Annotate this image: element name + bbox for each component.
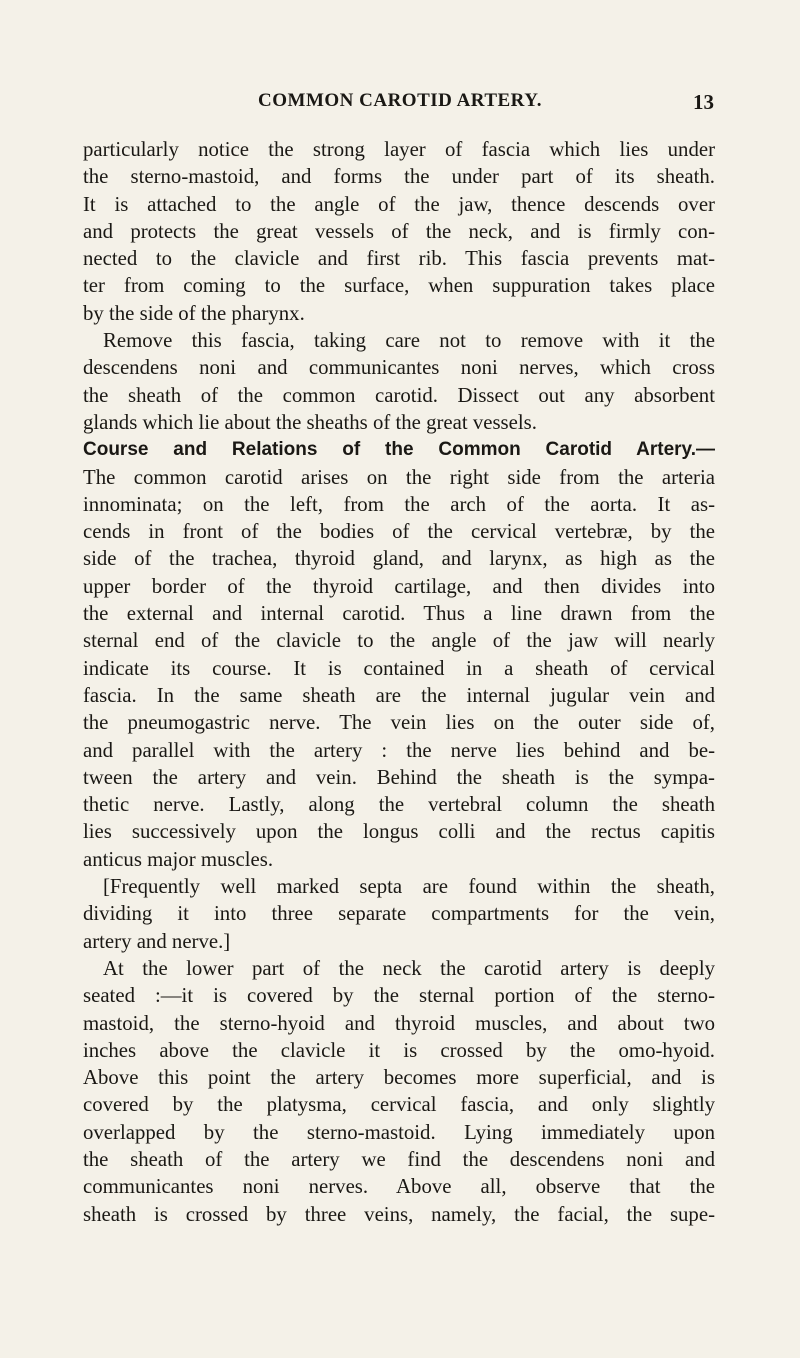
text-line: by the side of the pharynx. <box>83 301 305 325</box>
text-line: thetic nerve. Lastly, along the vertebral column the sheath <box>83 793 715 817</box>
text-line: and parallel with the artery : the nerve lies behind and be- <box>83 738 715 762</box>
text-line: inches above the clavicle it is crossed by the omo-hyoid. <box>83 1038 715 1062</box>
text-line: sternal end of the clavicle to the angle of the jaw will nearly <box>83 629 715 653</box>
running-head-title: COMMON CAROTID ARTERY. <box>258 90 542 111</box>
text-line: Remove this fascia, taking care not to remove with it the <box>103 329 715 353</box>
running-head <box>86 90 714 116</box>
text-line: At the lower part of the neck the carotid artery is deeply <box>103 956 715 980</box>
text-line: nected to the clavicle and first rib. This fascia prevents mat- <box>83 247 715 271</box>
text-line: the external and internal carotid. Thus a line drawn from the <box>83 602 715 626</box>
text-line: anticus major muscles. <box>83 847 274 871</box>
body-text <box>83 136 715 1228</box>
text-line: upper border of the thyroid cartilage, and then divides into <box>83 574 715 598</box>
text-line: ter from coming to the surface, when suppuration takes place <box>83 274 715 298</box>
text-line: and protects the great vessels of the neck, and is firmly con- <box>83 219 715 243</box>
text-line: artery and nerve.] <box>83 929 231 953</box>
text-line: the sheath of the common carotid. Dissect out any absorbent <box>83 383 715 407</box>
text-line: Above this point the artery becomes more superficial, and is <box>83 1066 715 1090</box>
text-line: tween the artery and vein. Behind the sheath is the sympa- <box>83 765 715 789</box>
text-line: mastoid, the sterno-hyoid and thyroid muscles, and about two <box>83 1011 715 1035</box>
text-line: dividing it into three separate compartments for the vein, <box>83 902 715 926</box>
text-line: lies successively upon the longus colli and the rectus capitis <box>83 820 715 844</box>
text-line: It is attached to the angle of the jaw, thence descends over <box>83 192 715 216</box>
text-line: seated :—it is covered by the sternal portion of the sterno- <box>83 984 715 1008</box>
text-line: the sterno-mastoid, and forms the under part of its sheath. <box>83 165 715 189</box>
text-line: the pneumogastric nerve. The vein lies on the outer side of, <box>83 711 715 735</box>
text-line: The common carotid arises on the right side from the arteria <box>83 465 715 489</box>
text-line: cends in front of the bodies of the cervical vertebræ, by the <box>83 520 715 544</box>
text-line: side of the trachea, thyroid gland, and larynx, as high as the <box>83 547 715 571</box>
text-line: communicantes noni nerves. Above all, observe that the <box>83 1175 715 1199</box>
text-line: particularly notice the strong layer of fascia which lies under <box>83 138 715 161</box>
text-line: descendens noni and communicantes noni nerves, which cross <box>83 356 715 380</box>
text-line: innominata; on the left, from the arch of the aorta. It as- <box>83 492 715 516</box>
text-line: fascia. In the same sheath are the internal jugular vein and <box>83 683 715 707</box>
text-line: [Frequently well marked septa are found within the sheath, <box>103 875 715 899</box>
page-number: 13 <box>693 90 714 114</box>
section-heading: Course and Relations of the Common Carotid Artery.— <box>83 439 715 461</box>
text-line: covered by the platysma, cervical fascia, and only slightly <box>83 1093 715 1117</box>
text-line: the sheath of the artery we find the descendens noni and <box>83 1147 715 1171</box>
text-line: sheath is crossed by three veins, namely, the facial, the supe- <box>83 1202 715 1226</box>
text-line: glands which lie about the sheaths of the great vessels. <box>83 410 537 434</box>
text-line: indicate its course. It is contained in a sheath of cervical <box>83 656 715 680</box>
text-line: overlapped by the sterno-mastoid. Lying immediately upon <box>83 1120 715 1144</box>
